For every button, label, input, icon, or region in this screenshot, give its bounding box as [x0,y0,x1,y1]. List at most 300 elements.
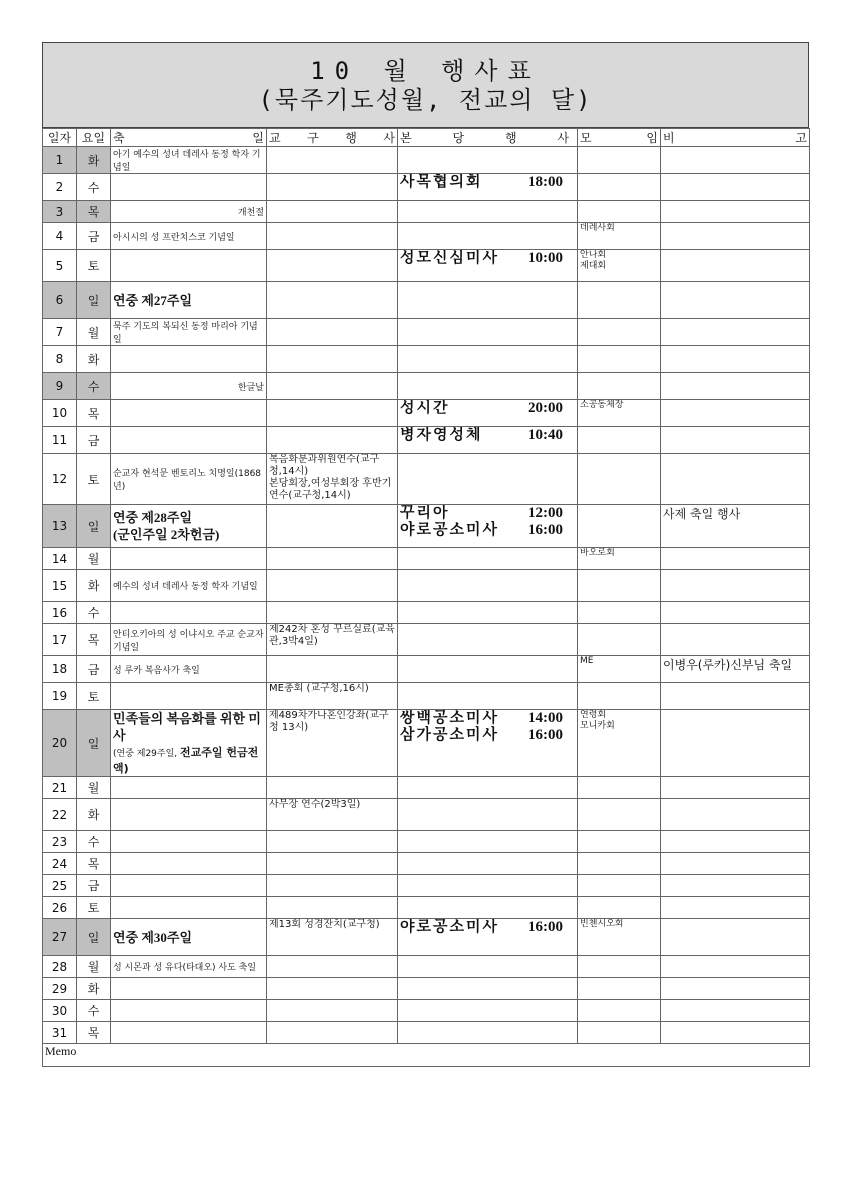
header-day: 일자 [43,129,77,147]
remarks-cell [661,223,810,250]
feast-cell [111,454,267,505]
parish-cell [398,570,578,602]
table-row [43,897,810,919]
parish-event-name: 성시간 [400,400,450,416]
table-row [43,875,810,897]
diocese-cell [267,400,398,427]
remarks-cell [661,956,810,978]
table-row [43,505,810,548]
feast-cell [111,656,267,683]
weekday-cell: 화 [77,570,111,602]
parish-cell [398,799,578,831]
table-row [43,400,810,427]
meeting-cell [578,1000,661,1022]
parish-cell [398,548,578,570]
meeting-cell [578,427,661,454]
table-row [43,373,810,400]
feast-cell [111,799,267,831]
day-cell: 22 [43,799,77,831]
table-row [43,174,810,201]
table-row [43,853,810,875]
diocese-cell [267,548,398,570]
parish-cell [398,624,578,656]
table-row [43,570,810,602]
feast-text: 성 루카 복음사가 축일 [113,665,200,676]
weekday-cell: 월 [77,956,111,978]
feast-cell [111,147,267,174]
feast-cell [111,282,267,319]
diocese-cell [267,454,398,505]
header-char: 임 [646,131,658,145]
weekday-cell: 금 [77,875,111,897]
diocese-event: 사무장 연수(2박3일) [269,799,361,810]
day-cell: 20 [43,710,77,777]
remarks-cell [661,454,810,505]
day-cell: 18 [43,656,77,683]
remarks-cell [661,919,810,956]
meeting-cell [578,656,661,683]
remarks-cell [661,400,810,427]
weekday-cell: 수 [77,831,111,853]
feast-text: 한글날 [237,382,264,393]
day-cell: 29 [43,978,77,1000]
meeting-cell [578,683,661,710]
meeting-cell [578,875,661,897]
diocese-cell [267,174,398,201]
weekday-cell: 목 [77,400,111,427]
parish-cell [398,1022,578,1044]
feast-text: 예수의 성녀 데레사 동정 학자 기념일 [113,582,258,592]
remarks-cell [661,897,810,919]
weekday-cell: 금 [77,223,111,250]
parish-cell [398,454,578,505]
parish-cell [398,777,578,799]
diocese-cell [267,570,398,602]
day-cell: 16 [43,602,77,624]
sunday-subtitle: (군인주일 2차헌금) [113,527,220,542]
table-row [43,956,810,978]
header-weekday: 요일 [77,129,111,147]
diocese-cell [267,624,398,656]
parish-event-name: 성모신심미사 [400,250,499,266]
day-cell: 12 [43,454,77,505]
diocese-cell [267,505,398,548]
parish-cell [398,897,578,919]
parish-event-name: 병자영성체 [400,427,483,443]
weekday-cell: 수 [77,602,111,624]
meeting-item: 안나회 [580,250,607,260]
remarks-cell [661,602,810,624]
parish-event-name: 야로공소미사 [400,522,499,538]
parish-event-name: 쌍백공소미사 [400,710,499,726]
parish-event [400,427,575,444]
weekday-cell: 일 [77,505,111,548]
day-cell: 3 [43,201,77,223]
diocese-cell [267,223,398,250]
diocese-event: 본당회장,여성부회장 후반기 연수(교구청,14시) [269,478,392,501]
day-cell: 19 [43,683,77,710]
diocese-cell [267,978,398,1000]
parish-cell [398,400,578,427]
meeting-cell [578,147,661,174]
parish-cell [398,250,578,282]
remarks-cell [661,875,810,897]
meeting-item: 제대회 [580,261,607,271]
day-cell: 31 [43,1022,77,1044]
diocese-cell [267,919,398,956]
weekday-cell: 일 [77,282,111,319]
remarks-text: 사제 축일 행사 [663,507,741,521]
meeting-cell [578,897,661,919]
meeting-cell [578,250,661,282]
remarks-text: 이병우(루카)신부님 축일 [663,658,793,672]
diocese-event: ME총회 (교구청,16시) [269,683,369,694]
header-char: 행 [504,131,517,145]
sunday-title: 민족들의 복음화를 위한 미사 [113,711,261,743]
parish-event [400,710,575,727]
feast-text: 성 시몬과 성 유다(타대오) 사도 축일 [113,963,257,973]
meeting-cell [578,710,661,777]
parish-cell [398,831,578,853]
feast-cell [111,831,267,853]
table-row [43,282,810,319]
meeting-cell [578,919,661,956]
diocese-event: 제489차가나혼인강좌(교구청 13시) [269,710,389,733]
parish-event-time: 16:00 [528,727,563,743]
diocese-cell [267,250,398,282]
day-cell: 7 [43,319,77,346]
header-char: 교 [269,131,281,145]
diocese-cell [267,602,398,624]
diocese-cell [267,1000,398,1022]
diocese-cell [267,282,398,319]
diocese-event: 복음화분과위원연수(교구청,14시) [269,454,380,477]
header-char: 본 [400,131,412,145]
meeting-cell [578,400,661,427]
day-cell: 5 [43,250,77,282]
weekday-cell: 화 [77,978,111,1000]
day-cell: 4 [43,223,77,250]
remarks-cell [661,1000,810,1022]
remarks-cell [661,373,810,400]
meeting-cell [578,624,661,656]
table-row [43,427,810,454]
parish-event [400,727,575,744]
parish-event-name: 꾸리아 [400,505,450,521]
weekday-cell: 화 [77,346,111,373]
parish-cell [398,223,578,250]
table-row [43,548,810,570]
diocese-cell [267,201,398,223]
day-cell: 21 [43,777,77,799]
diocese-cell [267,1022,398,1044]
feast-text: 순교자 현석문 벤토리노 치명일(1868년) [113,469,262,492]
meeting-cell [578,570,661,602]
feast-cell [111,1000,267,1022]
feast-cell [111,777,267,799]
parish-cell [398,201,578,223]
feast-cell [111,853,267,875]
parish-cell [398,978,578,1000]
feast-cell [111,174,267,201]
weekday-cell: 목 [77,624,111,656]
parish-cell [398,602,578,624]
remarks-cell [661,548,810,570]
parish-cell [398,505,578,548]
feast-text: 개천절 [237,208,264,218]
meeting-cell [578,201,661,223]
parish-event [400,505,575,522]
weekday-cell: 월 [77,548,111,570]
parish-cell [398,346,578,373]
parish-event-time: 12:00 [528,505,563,521]
table-row [43,799,810,831]
parish-cell [398,1000,578,1022]
table-row [43,683,810,710]
header-char: 행 [345,131,357,145]
day-cell: 25 [43,875,77,897]
parish-event-time: 16:00 [528,522,563,538]
weekday-cell: 목 [77,853,111,875]
diocese-cell [267,956,398,978]
parish-cell [398,853,578,875]
meeting-cell [578,548,661,570]
parish-event-name: 삼가공소미사 [400,727,499,743]
memo-row [43,1044,810,1067]
day-cell: 26 [43,897,77,919]
meeting-cell [578,174,661,201]
sunday-title: 연중 제30주일 [113,929,193,945]
day-cell: 17 [43,624,77,656]
header-diocese [267,129,398,147]
meeting-cell [578,319,661,346]
diocese-cell [267,683,398,710]
header-feast [111,129,267,147]
parish-cell [398,427,578,454]
remarks-cell [661,201,810,223]
parish-cell [398,373,578,400]
page-title: 10 월 행사표 [310,57,541,85]
remarks-cell [661,570,810,602]
day-cell: 23 [43,831,77,853]
table-row [43,250,810,282]
sunday-note-bold: 전교주일 헌금전액) [113,746,259,775]
parish-event [400,250,575,267]
schedule-table [42,128,810,1067]
parish-event-time: 18:00 [528,174,563,190]
feast-cell [111,548,267,570]
diocese-cell [267,346,398,373]
weekday-cell: 일 [77,919,111,956]
table-row [43,777,810,799]
sunday-note [113,744,264,776]
table-row [43,1022,810,1044]
remarks-cell [661,282,810,319]
diocese-cell [267,427,398,454]
remarks-cell [661,319,810,346]
diocese-cell [267,319,398,346]
header-char: 사 [383,131,395,145]
feast-cell [111,373,267,400]
meeting-item: 데레사회 [580,223,615,233]
parish-cell [398,956,578,978]
table-row [43,656,810,683]
parish-cell [398,710,578,777]
header-meeting [578,129,661,147]
schedule-sheet [42,42,809,1067]
feast-text: 아시시의 성 프란치스코 기념일 [113,232,235,243]
day-cell: 15 [43,570,77,602]
feast-cell [111,1022,267,1044]
day-cell: 11 [43,427,77,454]
feast-cell [111,875,267,897]
day-cell: 10 [43,400,77,427]
feast-cell [111,919,267,956]
diocese-cell [267,656,398,683]
parish-event-time: 10:40 [528,427,563,443]
table-row [43,602,810,624]
feast-cell [111,602,267,624]
diocese-cell [267,147,398,174]
diocese-cell [267,875,398,897]
day-cell: 13 [43,505,77,548]
title-box [42,42,809,128]
table-row [43,201,810,223]
schedule-body [43,147,810,1044]
parish-cell [398,147,578,174]
header-char: 비 [663,131,675,145]
table-row [43,223,810,250]
remarks-cell [661,427,810,454]
meeting-cell [578,956,661,978]
remarks-cell [661,656,810,683]
weekday-cell: 토 [77,454,111,505]
day-cell: 28 [43,956,77,978]
feast-cell [111,624,267,656]
diocese-cell [267,710,398,777]
feast-cell [111,223,267,250]
meeting-cell [578,373,661,400]
feast-cell [111,505,267,548]
weekday-cell: 목 [77,201,111,223]
weekday-cell: 화 [77,147,111,174]
remarks-cell [661,147,810,174]
header-row [43,129,810,147]
parish-event-time: 10:00 [528,250,563,266]
day-cell: 9 [43,373,77,400]
remarks-cell [661,250,810,282]
parish-event [400,400,575,417]
feast-cell [111,319,267,346]
parish-event-time: 20:00 [528,400,563,416]
feast-cell [111,427,267,454]
sunday-note-part: (연중 제29주일, [113,749,181,759]
feast-text: 안티오키아의 성 이냐시오 주교 순교자 기념일 [113,629,264,653]
table-row [43,346,810,373]
remarks-cell [661,683,810,710]
feast-cell [111,250,267,282]
weekday-cell: 목 [77,1022,111,1044]
meeting-cell [578,505,661,548]
table-row [43,624,810,656]
parish-event-name: 야로공소미사 [400,919,499,935]
meeting-item: 연령회 [580,710,607,720]
feast-cell [111,201,267,223]
diocese-cell [267,777,398,799]
memo-label: Memo [43,1044,810,1067]
meeting-cell [578,282,661,319]
page-subtitle: (묵주기도성월, 전교의 달) [258,86,593,114]
weekday-cell: 수 [77,1000,111,1022]
weekday-cell: 월 [77,777,111,799]
meeting-cell [578,978,661,1000]
day-cell: 1 [43,147,77,174]
weekday-cell: 월 [77,319,111,346]
remarks-cell [661,777,810,799]
sunday-title: 연중 제27주일 [113,292,193,308]
parish-event-time: 14:00 [528,710,563,726]
meeting-cell [578,831,661,853]
weekday-cell: 화 [77,799,111,831]
parish-cell [398,174,578,201]
table-row [43,1000,810,1022]
remarks-cell [661,174,810,201]
table-row [43,710,810,777]
meeting-item: 소공동체장 [580,400,624,410]
meeting-item: 빈첸시오회 [580,919,624,929]
parish-cell [398,319,578,346]
feast-cell [111,400,267,427]
remarks-cell [661,799,810,831]
meeting-item: 모니카회 [580,721,615,731]
parish-event [400,174,575,191]
remarks-cell [661,346,810,373]
weekday-cell: 수 [77,174,111,201]
feast-text: 묵주 기도의 복되신 동정 마리아 기념일 [113,322,258,345]
table-row [43,978,810,1000]
feast-cell [111,346,267,373]
diocese-cell [267,853,398,875]
meeting-cell [578,223,661,250]
remarks-cell [661,978,810,1000]
remarks-cell [661,831,810,853]
feast-text: 아기 예수의 성녀 데레사 동정 학자 기념일 [113,150,261,173]
diocese-cell [267,897,398,919]
day-cell: 2 [43,174,77,201]
feast-cell [111,956,267,978]
parish-event-time: 16:00 [528,919,563,935]
header-char: 구 [307,131,319,145]
header-char: 일 [252,131,264,145]
parish-cell [398,683,578,710]
header-remarks [661,129,810,147]
feast-cell [111,570,267,602]
meeting-cell [578,777,661,799]
day-cell: 6 [43,282,77,319]
header-parish [398,129,578,147]
weekday-cell: 수 [77,373,111,400]
meeting-cell [578,799,661,831]
parish-cell [398,656,578,683]
parish-cell [398,919,578,956]
day-cell: 24 [43,853,77,875]
day-cell: 14 [43,548,77,570]
remarks-cell [661,853,810,875]
table-row [43,831,810,853]
remarks-cell [661,1022,810,1044]
diocese-event: 제13회 성경잔치(교구청) [269,919,380,930]
table-row [43,454,810,505]
